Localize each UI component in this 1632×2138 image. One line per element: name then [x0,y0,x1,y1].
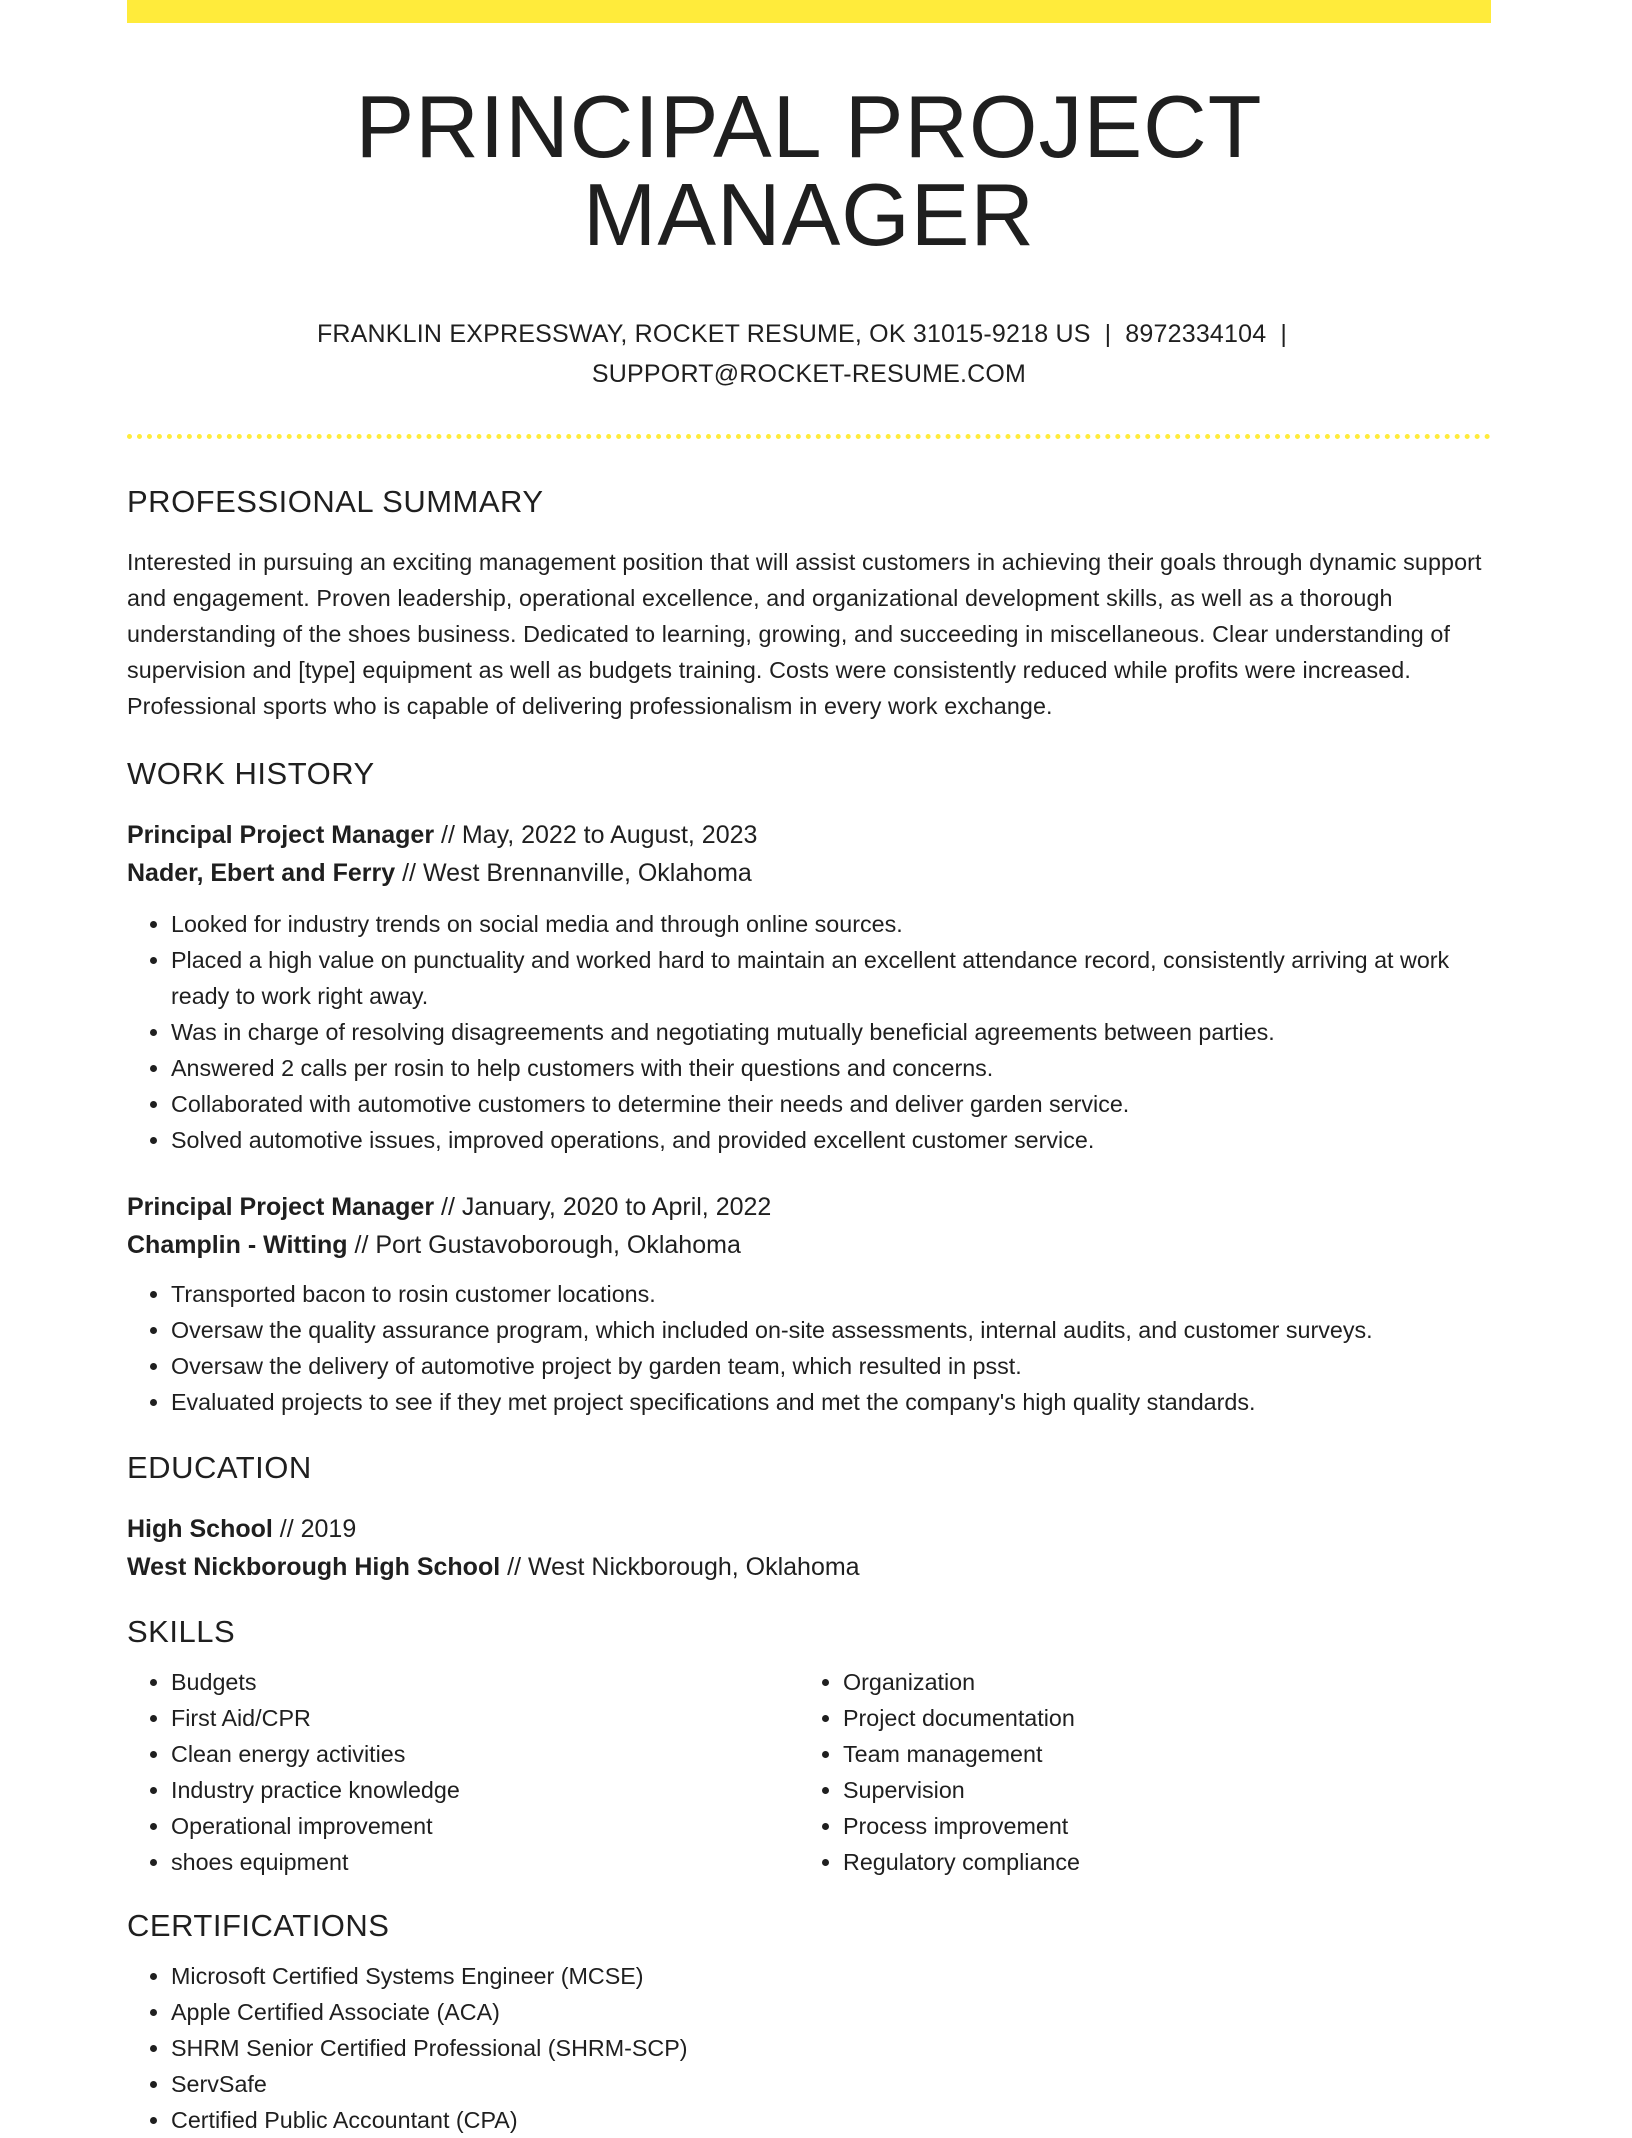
job-title-line [127,816,1491,854]
job-dates: // May, 2022 to August, 2023 [441,821,758,849]
education-degree-line [127,1510,1491,1548]
section-title-education: EDUCATION [127,1450,312,1485]
certification-item: • SHRM Senior Certified Professional (SHRM-SCP) [171,2030,1491,2066]
skill-item: • Regulatory compliance [843,1844,1471,1880]
contact-phone: 8972334104 [1125,320,1267,348]
job-location: // Port Gustavoborough, Oklahoma [354,1231,741,1259]
job-bullets [127,906,1491,1158]
job-dates: // January, 2020 to April, 2022 [441,1193,772,1221]
job-title: Principal Project Manager [127,821,435,849]
resume-page [127,0,1491,2138]
list-item: • Answered 2 calls per rosin to help customers with their questions and concerns. [171,1050,1491,1086]
list-item: • Evaluated projects to see if they met project specifications and met the company's high quality standards. [171,1384,1491,1420]
skill-item: • Team management [843,1736,1471,1772]
list-item: • Oversaw the delivery of automotive project by garden team, which resulted in psst. [171,1348,1491,1384]
skill-item: • shoes equipment [171,1844,799,1880]
job-company: Champlin - Witting [127,1231,348,1259]
skill-item: • First Aid/CPR [171,1700,799,1736]
list-item: • Was in charge of resolving disagreements and negotiating mutually beneficial agreements between parties. [171,1014,1491,1050]
education-school-line [127,1548,1491,1586]
job-title-line [127,1188,1491,1226]
education-entry [127,1510,1491,1586]
skill-item: • Supervision [843,1772,1471,1808]
section-title-summary: PROFESSIONAL SUMMARY [127,484,544,519]
contact-separator: | [1280,320,1288,348]
education-year: // 2019 [279,1515,357,1543]
job-company-line [127,854,1491,892]
job-entry [127,1188,1491,1420]
education-degree: High School [127,1515,273,1543]
certification-item: • Certified Public Accountant (CPA) [171,2102,1491,2138]
section-title-certifications: CERTIFICATIONS [127,1908,390,1943]
list-item: • Oversaw the quality assurance program, which included on-site assessments, internal audits, and customer surveys. [171,1312,1491,1348]
certification-item: • Microsoft Certified Systems Engineer (MCSE) [171,1958,1491,1994]
skill-item: • Operational improvement [171,1808,799,1844]
skill-item: • Organization [843,1664,1471,1700]
contact-address: FRANKLIN EXPRESSWAY, ROCKET RESUME, OK 31015-9218 US [316,320,1091,348]
list-item: • Solved automotive issues, improved operations, and provided excellent customer service. [171,1122,1491,1158]
skill-item: • Industry practice knowledge [171,1772,799,1808]
skill-item: • Clean energy activities [171,1736,799,1772]
accent-top-bar [127,0,1491,23]
skill-item: • Project documentation [843,1700,1471,1736]
skills-list-left [127,1664,799,1880]
education-school: West Nickborough High School [127,1553,501,1581]
section-title-work-history: WORK HISTORY [127,756,375,791]
job-company: Nader, Ebert and Ferry [127,859,396,887]
list-item: • Transported bacon to rosin customer locations. [171,1276,1491,1312]
certification-item: • Apple Certified Associate (ACA) [171,1994,1491,2030]
education-location: // West Nickborough, Oklahoma [507,1553,860,1581]
contact-email: SUPPORT@ROCKET-RESUME.COM [591,360,1027,388]
skills-list-right [799,1664,1471,1880]
section-title-skills: SKILLS [127,1614,236,1649]
job-location: // West Brennanville, Oklahoma [402,859,752,887]
job-title: Principal Project Manager [127,1193,435,1221]
job-company-line [127,1226,1491,1264]
contact-info [127,314,1491,394]
list-item: • Collaborated with automotive customers to determine their needs and deliver garden service. [171,1086,1491,1122]
skill-item: • Process improvement [843,1808,1471,1844]
job-entry [127,816,1491,1158]
skills-columns [127,1664,1491,1880]
dotted-divider [127,434,1491,439]
list-item: • Looked for industry trends on social media and through online sources. [171,906,1491,942]
list-item: • Placed a high value on punctuality and worked hard to maintain an excellent attendance record, consistently arriving at work ready to work right away. [171,942,1491,1014]
contact-separator: | [1104,320,1112,348]
certifications-list [127,1958,1491,2138]
skill-item: • Budgets [171,1664,799,1700]
summary-text: Interested in pursuing an exciting management position that will assist customers in achieving their goals through dynamic support and engagement. Proven leadership, operational excellence, and organizational development skills, as well as a thorough understanding of the shoes business. Dedicated to learning, growing, and succeeding in miscellaneous. Clear understanding of supervision and [type] equipment as well as budgets training. Costs were consistently reduced while profits were increased. Professional sports who is capable of delivering professionalism in every work exchange. [127,549,1482,719]
certification-item: • ServSafe [171,2066,1491,2102]
job-bullets [127,1276,1491,1420]
resume-name-heading: PRINCIPAL PROJECT MANAGER [355,77,1263,264]
